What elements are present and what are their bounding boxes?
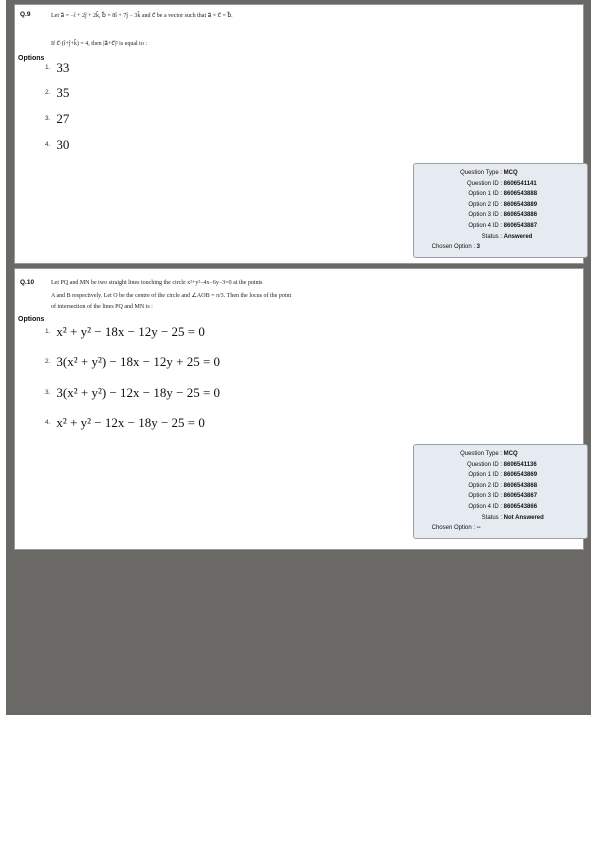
question-text-line: Let a⃗ = −î + 2ĵ + 2k̂, b⃗ = 8î + 7ĵ − 3k̂ and c⃗ be a vector such that a⃗ × c⃗ = b⃗.	[51, 13, 233, 19]
option-value: 30	[56, 136, 70, 152]
question-id: 8606541136	[503, 461, 537, 468]
option-id: 8606543887	[503, 222, 538, 229]
option-item	[45, 384, 220, 402]
meta-label: Option 4 ID :	[468, 222, 502, 229]
meta-label: Question Type :	[460, 451, 502, 457]
meta-label: Option 2 ID :	[468, 482, 502, 489]
option-item	[45, 323, 205, 341]
question-card	[14, 268, 584, 550]
option-number: 1.	[45, 328, 51, 336]
option-id: 8606543868	[503, 482, 538, 489]
meta-label: Question Type :	[460, 170, 502, 176]
question-meta-panel	[413, 444, 588, 539]
option-number: 1.	[45, 64, 51, 72]
question-type: MCQ	[503, 451, 518, 457]
question-type: MCQ	[503, 170, 518, 176]
question-number: Q.10	[20, 279, 35, 286]
meta-label: Question ID :	[466, 461, 502, 468]
option-id: 8606543867	[503, 493, 538, 500]
option-number: 4.	[45, 419, 51, 427]
meta-label: Chosen Option :	[431, 525, 475, 532]
meta-label: Status :	[481, 514, 502, 521]
chosen-option: 3	[476, 244, 481, 251]
option-item	[45, 353, 220, 371]
option-item	[45, 110, 69, 128]
option-value: 33	[56, 59, 70, 75]
question-number: Q.9	[20, 11, 31, 18]
option-id: 8606543886	[503, 212, 538, 219]
question-card	[14, 4, 584, 264]
option-number: 4.	[45, 141, 51, 149]
option-value: 3(x² + y²) − 18x − 12y + 25 = 0	[56, 353, 221, 369]
options-label: Options	[18, 316, 45, 323]
option-id: 8606543889	[503, 201, 538, 208]
option-number: 2.	[45, 89, 51, 97]
question-text-line: Let PQ and MN be two straight lines touching the circle x²+y²−4x−6y−3=0 at the points	[51, 280, 263, 286]
response-sheet	[6, 0, 591, 715]
option-value: 3(x² + y²) − 12x − 18y − 25 = 0	[56, 384, 221, 400]
status-value: Not Answered	[503, 514, 544, 521]
question-text-line: If c⃗·(î+ĵ+k̂) = 4, then |a⃗+c⃗|² is equal to :	[51, 41, 147, 47]
meta-label: Option 1 ID :	[468, 472, 502, 479]
option-value: x² + y² − 12x − 18y − 25 = 0	[56, 414, 205, 430]
option-item	[45, 414, 205, 432]
option-number: 2.	[45, 358, 51, 366]
meta-label: Option 4 ID :	[468, 503, 502, 510]
question-text-line: of intersection of the lines PQ and MN is :	[51, 304, 153, 310]
option-number: 3.	[45, 115, 51, 123]
meta-label: Question ID :	[466, 180, 502, 187]
chosen-option: --	[476, 525, 481, 532]
question-text-line: A and B respectively. Let O be the centre of the circle and ∠AOB = π/3. Then the locus of the point	[51, 293, 292, 299]
option-id: 8606543888	[503, 191, 538, 198]
meta-label: Option 2 ID :	[468, 201, 502, 208]
option-id: 8606543866	[503, 503, 538, 510]
option-number: 3.	[45, 389, 51, 397]
option-id: 8606543869	[503, 472, 538, 479]
question-id: 8606541141	[503, 180, 537, 187]
meta-label: Option 1 ID :	[468, 191, 502, 198]
option-value: 35	[56, 84, 70, 100]
status-value: Answered	[503, 233, 533, 240]
option-item	[45, 59, 69, 77]
option-item	[45, 136, 69, 154]
option-item	[45, 84, 69, 102]
meta-label: Status :	[481, 233, 502, 240]
option-value: x² + y² − 18x − 12y − 25 = 0	[56, 323, 205, 339]
options-label: Options	[18, 55, 45, 62]
meta-label: Option 3 ID :	[468, 212, 502, 219]
meta-label: Option 3 ID :	[468, 493, 502, 500]
meta-label: Chosen Option :	[431, 244, 475, 251]
question-meta-panel	[413, 163, 588, 258]
option-value: 27	[56, 110, 70, 126]
